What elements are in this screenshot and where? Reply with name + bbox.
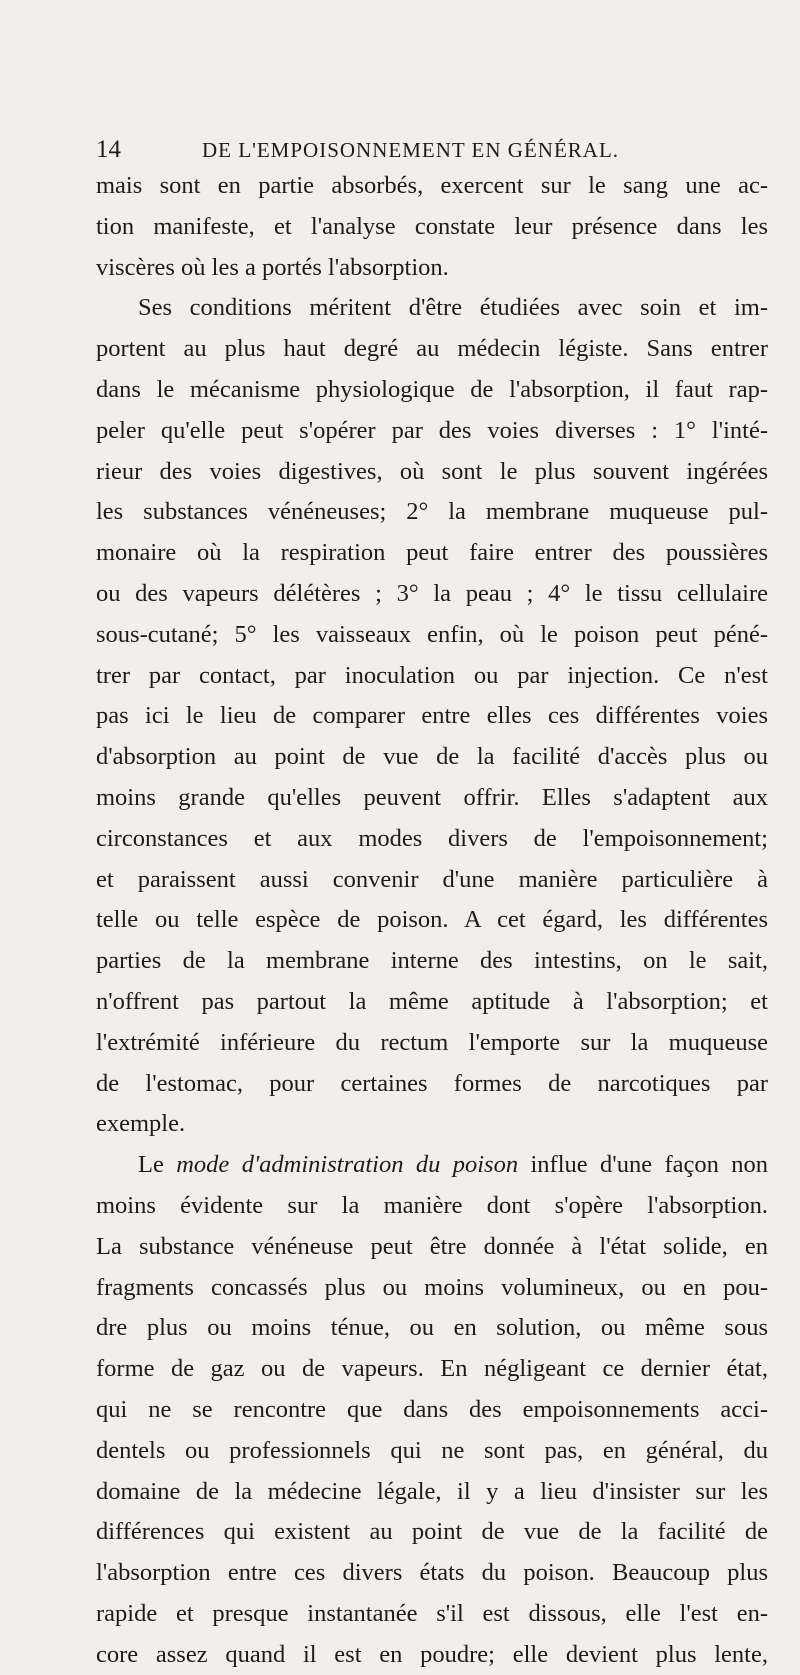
text-line: de l'estomac, pour certaines formes de narcotiques par bbox=[96, 1069, 768, 1097]
text-line: pas ici le lieu de comparer entre elles ces différentes voies bbox=[96, 702, 768, 730]
page-header bbox=[96, 136, 696, 166]
text-line: domaine de la médecine légale, il y a lieu d'insister sur les bbox=[96, 1477, 768, 1505]
text-line: n'offrent pas partout la même aptitude à l'absorption; et bbox=[96, 987, 768, 1015]
text-span: Le bbox=[138, 1151, 177, 1179]
running-title: DE L'EMPOISONNEMENT EN GÉNÉRAL. bbox=[202, 138, 620, 162]
text-line: exemple. bbox=[96, 1110, 186, 1138]
text-line: d'absorption au point de vue de la facilité d'accès plus ou bbox=[96, 743, 768, 771]
text-line: ou des vapeurs délétères ; 3° la peau ; 4° le tissu cellulaire bbox=[96, 579, 768, 607]
text-line: et paraissent aussi convenir d'une manière particulière à bbox=[96, 865, 768, 893]
text-line: circonstances et aux modes divers de l'empoisonnement; bbox=[96, 824, 768, 852]
text-line: dentels ou professionnels qui ne sont pas, en général, du bbox=[96, 1436, 768, 1464]
text-span: influe d'une façon non bbox=[518, 1151, 769, 1179]
text-line: rapide et presque instantanée s'il est dissous, elle l'est en- bbox=[96, 1599, 768, 1627]
text-line: portent au plus haut degré au médecin légiste. Sans entrer bbox=[96, 335, 768, 363]
text-line: mais sont en partie absorbés, exercent sur le sang une ac- bbox=[96, 172, 768, 199]
text-line: rieur des voies digestives, où sont le plus souvent ingérées bbox=[96, 457, 768, 485]
text-line: dre plus ou moins ténue, ou en solution, ou même sous bbox=[96, 1314, 768, 1342]
text-line: qui ne se rencontre que dans des empoisonnements acci- bbox=[96, 1395, 768, 1423]
text-line: différences qui existent au point de vue de la facilité de bbox=[96, 1518, 768, 1546]
italic-term: mode d'administration du poison bbox=[176, 1151, 519, 1179]
text-line: trer par contact, par inoculation ou par injection. Ce n'est bbox=[96, 661, 768, 689]
text-line: dans le mécanisme physiologique de l'absorption, il faut rap- bbox=[96, 375, 768, 403]
text-line: core assez quand il est en poudre; elle devient plus lente, bbox=[96, 1640, 768, 1668]
body-text bbox=[96, 166, 768, 1675]
text-line: monaire où la respiration peut faire entrer des poussières bbox=[96, 539, 768, 567]
text-line: l'extrémité inférieure du rectum l'emporte sur la muqueuse bbox=[96, 1028, 768, 1056]
text-line: tion manifeste, et l'analyse constate leur présence dans les bbox=[96, 212, 768, 240]
text-line: moins grande qu'elles peuvent offrir. Elles s'adaptent aux bbox=[96, 783, 768, 811]
text-line: fragments concassés plus ou moins volumineux, ou en pou- bbox=[96, 1273, 768, 1301]
page-number: 14 bbox=[96, 136, 121, 163]
text-line: les substances vénéneuses; 2° la membrane muqueuse pul- bbox=[96, 498, 768, 526]
text-line: viscères où les a portés l'absorption. bbox=[96, 253, 449, 281]
text-line: moins évidente sur la manière dont s'opère l'absorption. bbox=[96, 1191, 768, 1219]
text-line: sous-cutané; 5° les vaisseaux enfin, où le poison peut péné- bbox=[96, 620, 768, 648]
text-line: parties de la membrane interne des intestins, on le sait, bbox=[96, 947, 768, 975]
text-line: telle ou telle espèce de poison. A cet égard, les différentes bbox=[96, 906, 768, 934]
text-line: Ses conditions méritent d'être étudiées avec soin et im- bbox=[138, 294, 768, 322]
text-line: forme de gaz ou de vapeurs. En négligeant ce dernier état, bbox=[96, 1355, 768, 1383]
text-line: l'absorption entre ces divers états du poison. Beaucoup plus bbox=[96, 1559, 768, 1587]
text-line: La substance vénéneuse peut être donnée à l'état solide, en bbox=[96, 1232, 768, 1260]
text-line bbox=[96, 1145, 768, 1186]
text-line: peler qu'elle peut s'opérer par des voies diverses : 1° l'inté- bbox=[96, 416, 768, 444]
